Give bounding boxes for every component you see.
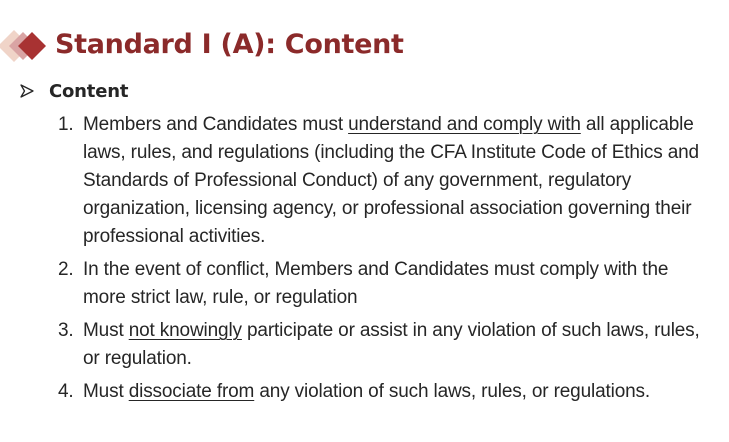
text-run: all applicable laws, rules, and regulations (including the CFA Institute Code of Ethics and Standards of Professional Conduct) of any government, regulatory organization, licensing agency, or professional association governing their professional activities. [83, 114, 699, 247]
list-item-number: 3. [58, 320, 74, 341]
list-item-text [83, 114, 699, 247]
list-item-text [83, 259, 668, 308]
underlined-text: dissociate from [128, 381, 255, 402]
list-item [0, 317, 729, 373]
list-item-text [83, 320, 700, 369]
text-run: Members and Candidates must [83, 114, 349, 135]
underlined-text: understand and comply with [348, 114, 581, 135]
arrowhead-bullet-icon [20, 84, 34, 98]
list-item [0, 378, 729, 406]
text-run: In the event of conflict, Members and Candidates must comply with the more strict law, rule, or regulation [83, 259, 669, 308]
text-run: Must [83, 320, 129, 341]
list-item-number: 1. [58, 114, 74, 135]
list-item-text [83, 381, 650, 402]
text-run: any violation of such laws, rules, or regulations. [254, 381, 651, 402]
text-run: Must [83, 381, 129, 402]
section-bullet-label: Content [49, 80, 129, 102]
diamond-logo-icon [0, 28, 50, 64]
list-item [0, 256, 729, 312]
list-item-number: 4. [58, 381, 74, 402]
list-item [0, 111, 729, 251]
slide-title: Standard I (A): Content [55, 29, 404, 60]
numbered-list [0, 111, 729, 411]
section-bullet [20, 78, 128, 104]
list-item-number: 2. [58, 259, 74, 280]
text-run: participate or assist in any violation of such laws, rules, or regulation. [83, 320, 700, 369]
underlined-text: not knowingly [128, 320, 242, 341]
